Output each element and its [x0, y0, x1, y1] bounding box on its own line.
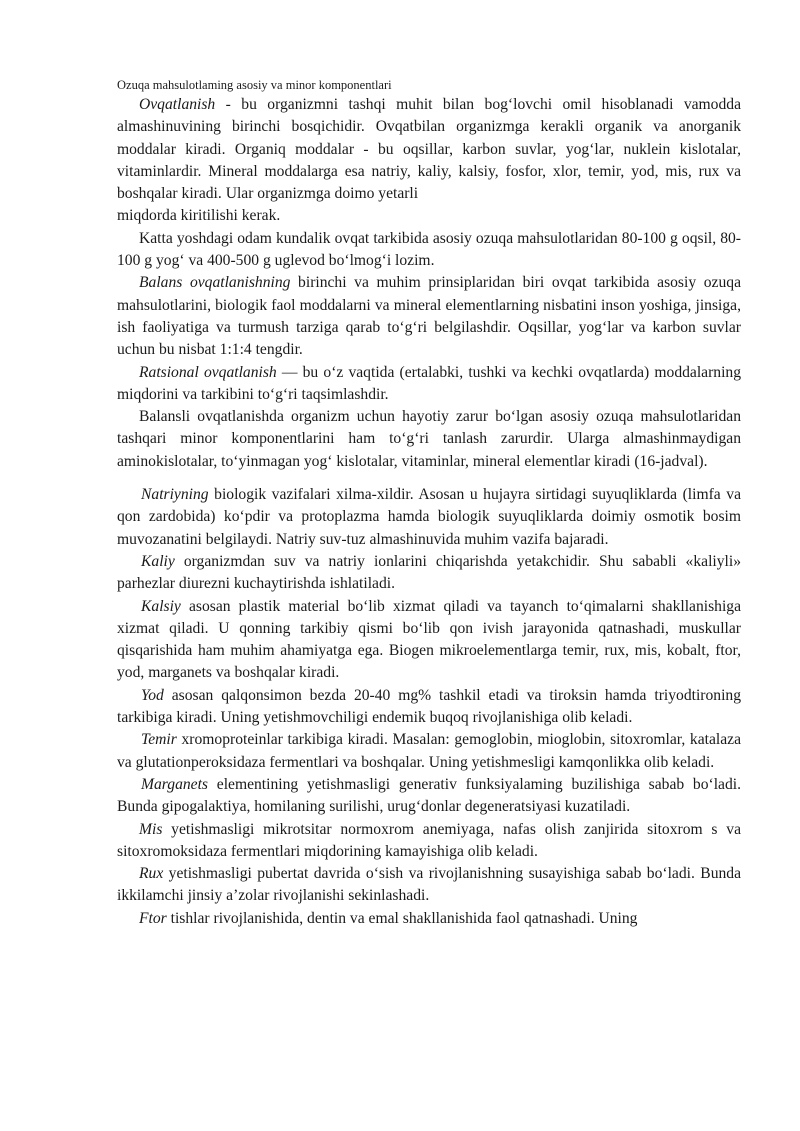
paragraph-text: miqdorda kiritilishi kerak.	[117, 207, 281, 225]
paragraph-term: Ftor	[139, 909, 167, 927]
paragraph-rux	[117, 863, 741, 908]
paragraph-term: Ovqatlanish	[139, 96, 216, 113]
paragraph-text: biologik vazifalari xilma-xildir. Asosan u hujayra sirtidagi suyuqliklarda (limfa va qon zardobida) ko‘pdir va protoplazma hamda biologik suyuqliklarda doimiy osmotik bosim muvozanatini belgilaydi. Natriy suv-tuz almashinuvida muhim vazifa bajaradi.	[117, 486, 741, 548]
paragraph-ftor	[117, 908, 741, 930]
paragraph-term: Kalsiy	[141, 597, 181, 615]
paragraph-text: birinchi va muhim prinsiplaridan biri ovqat tarkibida asosiy ozuqa mahsulotlarini, biologik faol moddalarni va mineral elementlarning nisbatini inson yoshiga, jinsiga, ish faoliyatiga va turmush tarziga qarab to‘g‘ri belgilashdir. Oqsillar, yog‘lar va karbon suvlar uchun bu nisbat 1:1:4 tengdir.	[117, 274, 741, 359]
paragraph-daily-intake	[117, 228, 741, 273]
paragraph-mis	[117, 819, 741, 864]
paragraph-balansli	[117, 406, 741, 473]
paragraph-ovqatlanish	[117, 94, 741, 205]
paragraph-kalsiy	[117, 596, 741, 685]
paragraph-text: asosan plastik material bo‘lib xizmat qiladi va tayanch to‘qimalarni shakllanishiga xizmat qiladi. U qonning tarkibiy qismi bo‘lib qon ivish jarayonida qatnashadi, muskullar qisqarishida ham muhim ahamiyatga ega. Biogen mikroelementlarga temir, rux, mis, kobalt, ftor, yod, marganets va boshqalar kiradi.	[117, 597, 741, 682]
paragraph-text: yetishmasligi pubertat davrida o‘sish va rivojlanishning susayishiga sabab bo‘ladi. Bunda ikkilamchi jinsiy a’zolar rivojlanishi sekinlashadi.	[117, 865, 741, 905]
paragraph-marganets	[117, 774, 741, 819]
paragraph-text: Balansli ovqatlanishda organizm uchun hayotiy zarur bo‘lgan asosiy ozuqa mahsulotlaridan tashqari minor komponentlarini ham to‘g‘ri tanlash zarurdir. Ularga almashinmaydigan aminokislotalar, to‘yinmagan yog‘ kislotalar, vitaminlar, mineral elementlar kiradi (16-jadval).	[117, 408, 741, 470]
paragraph-term: Kaliy	[141, 552, 175, 570]
paragraph-term: Ratsional ovqatlanish	[139, 363, 277, 381]
paragraph-term: Rux	[139, 865, 164, 883]
paragraph-ratsional	[117, 362, 741, 407]
paragraph-kaliy	[117, 551, 741, 596]
paragraph-text: — bu o‘z vaqtida (ertalabki, tushki va kechki ovqatlarda) moddalarning miqdorini va tarkibini to‘g‘ri taqsimlashdir.	[117, 363, 742, 403]
paragraph-text: tishlar rivojlanishida, dentin va emal shakllanishida faol qatnashadi. Uning	[166, 909, 638, 927]
paragraph-text: - bu organizmni tashqi muhit bilan bog‘lovchi omil hisoblanadi vamodda almashinuvining birinchi bosqichidir. Ovqatbilan organizmga kerakli organik va anorganik moddalar kiradi. Organiq moddalar - bu oqsillar, karbon suvlar, yog‘lar, nuklein kislotalar, vitaminlardir. Mineral moddalarga esa natriy, kaliy, kalsiy, fosfor, xlor, temir, yod, mis, rux va boshqalar kiradi. Ular organizmga doimo yetarli	[117, 96, 741, 203]
paragraph-text: organizmdan suv va natriy ionlarini chiqarishda yetakchidir. Shu sababli «kaliyli» parhezlar diurezni kuchaytirishda ishlatiladi.	[117, 552, 741, 593]
paragraph-balans	[117, 272, 741, 361]
paragraph-term: Mis	[139, 820, 163, 838]
paragraph-text: elementining yetishmasligi generativ funksiyalaming buzilishiga sabab bo‘ladi. Bunda gipogalaktiya, homilaning surilishi, urug‘donlar degeneratsiyasi kuzatiladi.	[117, 775, 741, 816]
paragraph-term: Balans ovqatlanishning	[139, 274, 291, 292]
paragraph-yod	[117, 685, 741, 730]
minerals-section	[117, 484, 741, 818]
paragraph-term: Marganets	[141, 775, 208, 793]
paragraph-continuation	[117, 205, 741, 227]
paragraph-text: yetishmasligi mikrotsitar normoxrom anemiyaga, nafas olish zanjirida sitoxrom s va sitoxromoksidaza fermentlari miqdorining kamayishiga olib keladi.	[117, 820, 741, 860]
paragraph-text: xromoproteinlar tarkibiga kiradi. Masalan: gemoglobin, mioglobin, sitoxromlar, katalaza va glutationperoksidaza fermentlari va boshqalar. Uning yetishmesligi kamqonlikka olib keladi.	[117, 731, 741, 771]
paragraph-text: asosan qalqonsimon bezda 20-40 mg% tashkil etadi va tiroksin hamda triyodtironing tarkibiga kiradi. Uning yetishmovchiligi endemik buqoq rivojlanishiga olib keladi.	[117, 686, 741, 727]
paragraph-term: Temir	[141, 731, 177, 749]
paragraph-term: Yod	[141, 686, 164, 704]
running-header: Ozuqa mahsulotlaming asosiy va minor komponentlari	[117, 78, 392, 92]
paragraph-temir	[117, 729, 741, 774]
paragraph-term: Natriyning	[141, 486, 209, 504]
paragraph-natriy	[117, 484, 741, 551]
document-page	[117, 76, 741, 930]
paragraph-text: Katta yoshdagi odam kundalik ovqat tarkibida asosiy ozuqa mahsulotlaridan 80-100 g oqsil, 80-100 g yog‘ va 400-500 g uglevod bo‘lmog‘i lozim.	[117, 229, 741, 270]
